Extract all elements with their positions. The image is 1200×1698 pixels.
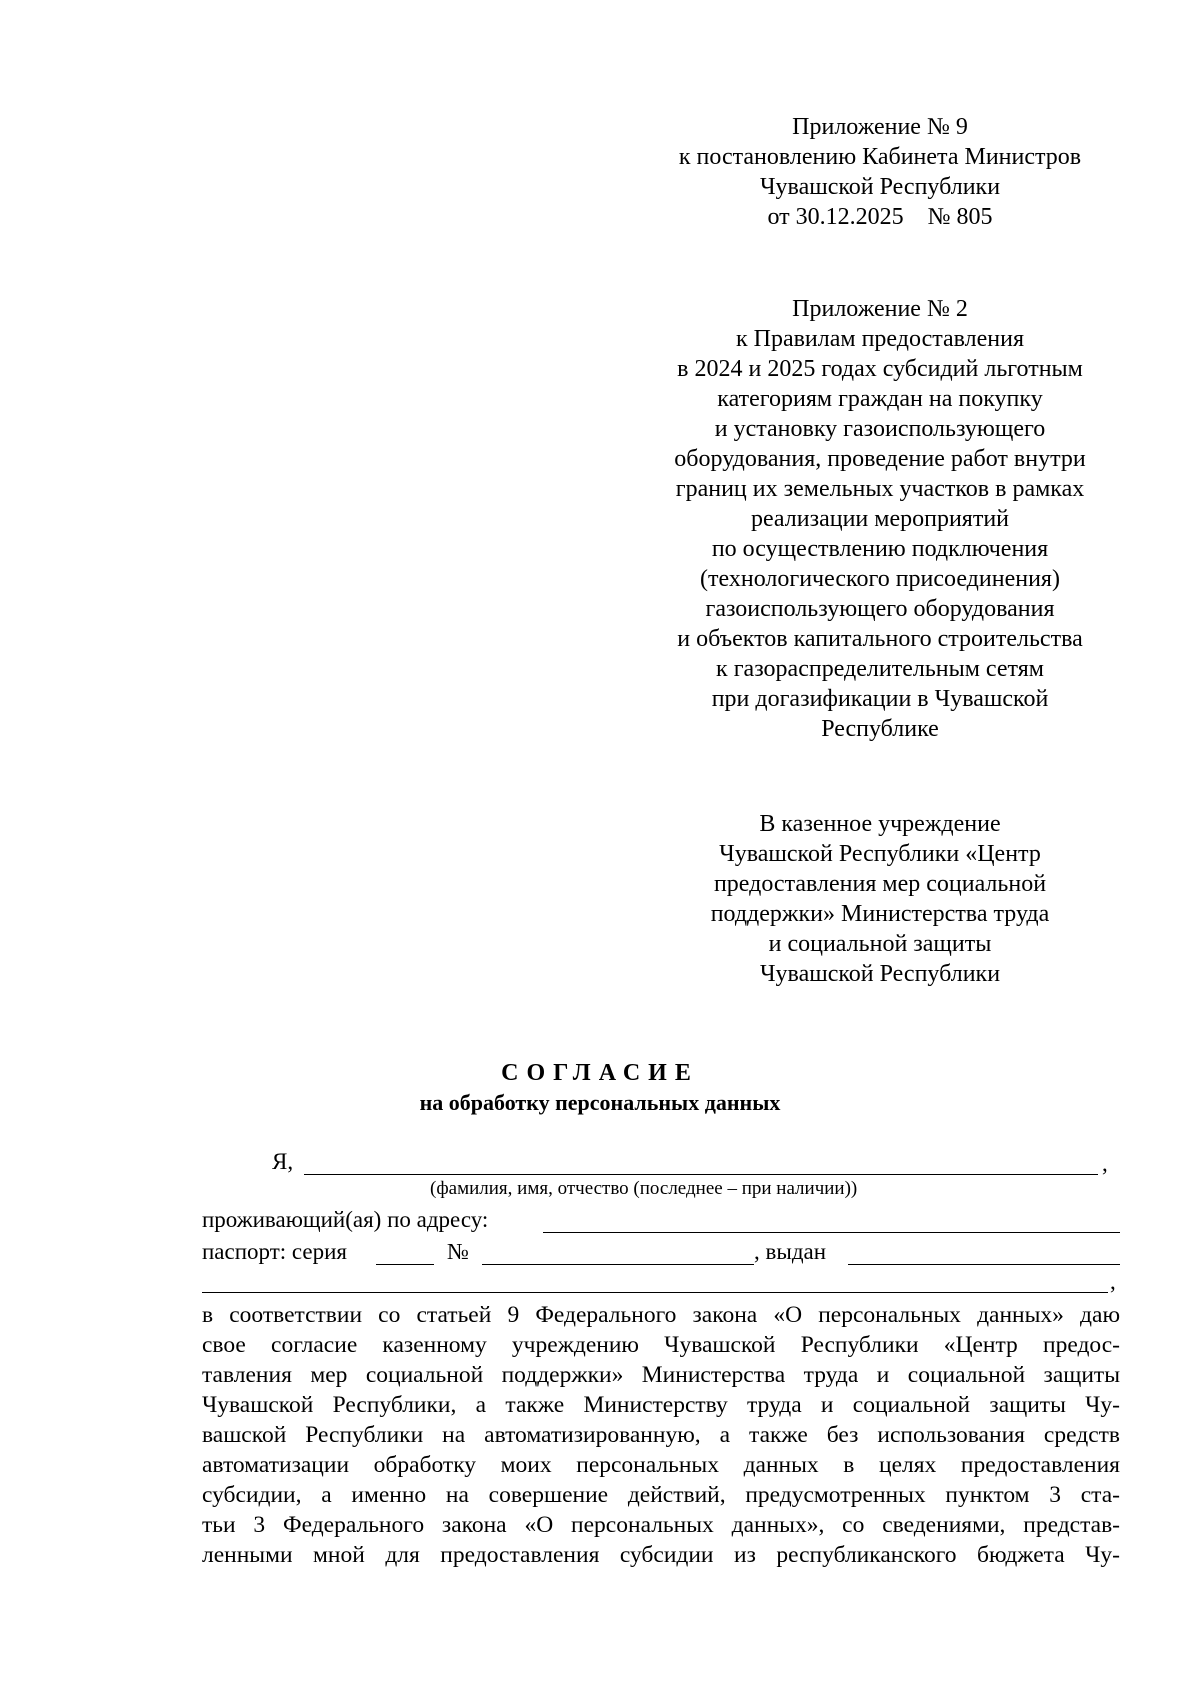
body-line: Чувашской Республики, а также Министерству труда и социальной защиты Чу- xyxy=(202,1392,1120,1418)
appendix-2-line: оборудования, проведение работ внутри xyxy=(674,446,1086,472)
addressee-line: Чувашской Республики xyxy=(759,961,1001,987)
name-comma: , xyxy=(1102,1151,1108,1176)
issued-by-comma: , xyxy=(1110,1269,1116,1294)
appendix-2-line: и установку газоиспользующего xyxy=(714,416,1046,442)
appendix-2-line: и объектов капитального строительства xyxy=(677,626,1083,652)
full-name-field[interactable] xyxy=(304,1174,1098,1175)
body-line: автоматизации обработку моих персональных данных в целях предоставления xyxy=(202,1452,1120,1478)
body-line: ленными мной для предоставления субсидии из республиканского бюджета Чу- xyxy=(202,1542,1120,1568)
addressee-line: В казенное учреждение xyxy=(759,811,1001,837)
issued-by-field[interactable] xyxy=(848,1264,1120,1265)
appendix-2-line: к Правилам предоставления xyxy=(735,326,1025,352)
addressee-line: поддержки» Министерства труда xyxy=(710,901,1050,927)
appendix-2-line: по осуществлению подключения xyxy=(711,536,1049,562)
appendix-9-line-1: Приложение № 9 xyxy=(792,114,968,140)
i-label: Я, xyxy=(272,1149,294,1174)
full-name-caption: (фамилия, имя, отчество (последнее – при наличии)) xyxy=(430,1178,858,1199)
address-field[interactable] xyxy=(543,1232,1120,1233)
addressee-line: предоставления мер социальной xyxy=(713,871,1047,897)
body-line: в соответствии со статьей 9 Федерального закона «О персональных данных» даю xyxy=(202,1302,1120,1328)
body-line: тьи 3 Федерального закона «О персональных данных», со сведениями, представ- xyxy=(202,1512,1120,1538)
body-line: субсидии, а именно на совершение действий, предусмотренных пунктом 3 ста- xyxy=(202,1482,1120,1508)
passport-number-field[interactable] xyxy=(482,1264,754,1265)
appendix-9-line-3: Чувашской Республики xyxy=(759,174,1001,200)
addressee-line: Чувашской Республики «Центр xyxy=(719,841,1041,867)
appendix-9-line-4: от 30.12.2025 № 805 xyxy=(767,204,993,230)
appendix-2-line: при догазификации в Чувашской xyxy=(711,686,1049,712)
appendix-2-line: к газораспределительным сетям xyxy=(716,656,1044,682)
document-title: СОГЛАСИЕ xyxy=(501,1060,699,1086)
appendix-2-line: Республике xyxy=(821,716,939,742)
appendix-2-line: категориям граждан на покупку xyxy=(717,386,1043,412)
appendix-2-line: Приложение № 2 xyxy=(792,296,968,322)
body-line: вашской Республики на автоматизированную, а также без использования средств xyxy=(202,1422,1120,1448)
appendix-2-header xyxy=(630,294,1130,744)
appendix-9-header xyxy=(630,112,1130,232)
appendix-2-line: газоиспользующего оборудования xyxy=(705,596,1055,622)
appendix-2-line: реализации мероприятий xyxy=(750,506,1010,532)
appendix-2-line: в 2024 и 2025 годах субсидий льготным xyxy=(677,356,1083,382)
body-line: свое согласие казенному учреждению Чувашской Республики «Центр предос- xyxy=(202,1332,1120,1358)
passport-series-field[interactable] xyxy=(376,1264,434,1265)
appendix-2-line: границ их земельных участков в рамках xyxy=(675,476,1085,502)
consent-body-text xyxy=(202,1300,1120,1570)
document-subtitle: на обработку персональных данных xyxy=(419,1090,781,1115)
body-line: тавления мер социальной поддержки» Министерства труда и социальной защиты xyxy=(202,1362,1120,1388)
issued-by-label: , выдан xyxy=(754,1239,827,1264)
appendix-2-line: (технологического присоединения) xyxy=(700,566,1060,592)
appendix-9-line-2: к постановлению Кабинета Министров xyxy=(678,144,1082,170)
passport-number-label: № xyxy=(447,1239,469,1264)
addressee-block xyxy=(630,809,1130,989)
addressee-line: и социальной защиты xyxy=(768,931,992,957)
passport-series-label: паспорт: серия xyxy=(202,1239,348,1264)
address-label: проживающий(ая) по адресу: xyxy=(202,1207,489,1232)
issued-by-continuation-field[interactable] xyxy=(202,1292,1108,1293)
